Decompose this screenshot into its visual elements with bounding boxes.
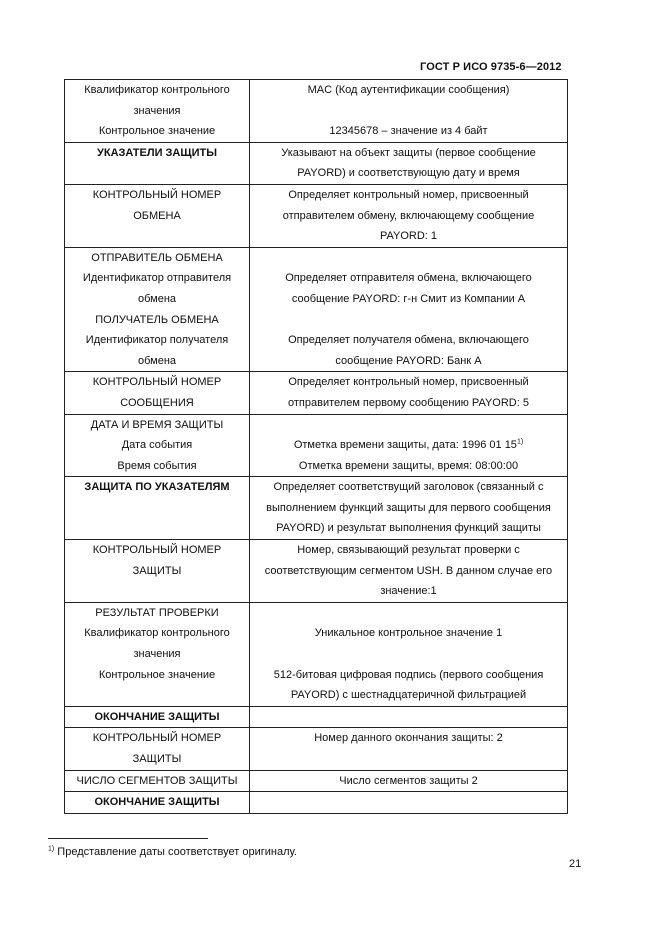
element-name-line: ОКОНЧАНИЕ ЗАЩИТЫ <box>94 710 220 723</box>
security-structure-table <box>64 79 568 814</box>
description-line: Определяет контрольный номер, присвоенный <box>288 376 529 389</box>
element-name-line: ЗАЩИТЫ <box>132 753 182 765</box>
element-name-line: ЗАЩИТЫ <box>132 564 182 577</box>
description-line: отправителем первому сообщению PAYORD: 5 <box>288 396 529 409</box>
description-line: PAYORD: 1 <box>379 230 438 243</box>
element-name-line: Квалификатор контрольного <box>84 84 230 96</box>
element-name-cell <box>65 706 250 728</box>
description-line: сообщение PAYORD: Банк А <box>335 354 482 367</box>
description-line: значение:1 <box>380 585 437 598</box>
element-name-line: Контрольное значение <box>98 125 216 138</box>
description-line: Номер, связывающий результат проверки с <box>297 544 520 557</box>
element-name-cell <box>65 142 250 184</box>
description-cell <box>250 477 568 540</box>
description-cell <box>250 792 568 814</box>
element-name-line: КОНТРОЛЬНЫЙ НОМЕР <box>92 732 222 745</box>
description-cell <box>250 770 568 792</box>
description-cell <box>250 602 568 706</box>
element-name-line: КОНТРОЛЬНЫЙ НОМЕР <box>92 544 222 557</box>
description-cell <box>250 247 568 372</box>
element-name-line: ОКОНЧАНИЕ ЗАЩИТЫ <box>94 796 220 809</box>
element-name-cell <box>65 372 250 414</box>
description-line: PAYORD) и соответствующую дату и время <box>297 167 520 180</box>
description-line: PAYORD) с шестнадцатеричной фильтрацией <box>290 689 527 702</box>
element-name-line: ОБМЕНА <box>133 209 181 222</box>
element-name-line: Идентификатор получателя <box>85 334 229 347</box>
element-name-line: обмена <box>137 354 177 367</box>
footnote-divider <box>48 838 208 839</box>
description-cell <box>250 728 568 770</box>
element-name-line: ПОЛУЧАТЕЛЬ ОБМЕНА <box>95 313 219 326</box>
element-name-line: значения <box>133 104 181 117</box>
element-name-line: Квалификатор контрольного <box>84 627 230 640</box>
element-name-cell <box>65 602 250 706</box>
element-name-line: ОТПРАВИТЕЛЬ ОБМЕНА <box>91 251 223 264</box>
description-cell <box>250 372 568 414</box>
description-line: 12345678 – значение из 4 байт <box>329 125 488 138</box>
table-row <box>65 142 568 184</box>
table-row <box>65 80 568 143</box>
element-name-cell <box>65 728 250 770</box>
description-cell <box>250 540 568 603</box>
description-line: PAYORD) и результат выполнения функций защиты <box>276 522 541 535</box>
element-name-line: УКАЗАТЕЛИ ЗАЩИТЫ <box>97 146 217 159</box>
element-name-line: КОНТРОЛЬНЫЙ НОМЕР <box>92 188 222 201</box>
footnote-mark: 1) <box>48 845 55 853</box>
table-row <box>65 540 568 603</box>
description-line: Отметка времени защиты, время: 08:00:00 <box>298 459 519 472</box>
description-line: Определяет соответствущий заголовок (связанный с <box>273 481 544 494</box>
table-row <box>65 706 568 728</box>
element-name-cell <box>65 477 250 540</box>
table-row <box>65 184 568 247</box>
description-line: MAC (Код аутентификации сообщения) <box>307 84 510 96</box>
element-name-line: Контрольное значение <box>98 668 216 681</box>
footnote-text: Представление даты соответствует оригиналу. <box>57 846 297 858</box>
element-name-cell <box>65 414 250 477</box>
description-line <box>250 644 567 665</box>
description-line <box>250 310 567 331</box>
description-line: Определяет получателя обмена, включающего <box>288 334 529 347</box>
element-name-line: Время события <box>117 459 197 472</box>
description-line: Отметка времени защиты, дата: 1996 01 15$^{1)}$ <box>293 438 524 452</box>
element-name-cell <box>65 80 250 143</box>
description-line <box>250 248 567 269</box>
element-name-line: ЧИСЛО СЕГМЕНТОВ ЗАЩИТЫ <box>76 774 238 787</box>
description-line: выполнением функций защиты для первого сообщения <box>266 501 551 514</box>
page-number: 21 <box>569 858 582 870</box>
table-row <box>65 477 568 540</box>
description-line: Номер данного окончания защиты: 2 <box>314 732 503 745</box>
element-name-cell <box>65 247 250 372</box>
description-line: сообщение PAYORD: г-н Смит из Компании А <box>291 292 526 305</box>
description-cell <box>250 184 568 247</box>
element-name-line: РЕЗУЛЬТАТ ПРОВЕРКИ <box>95 606 219 619</box>
document-header: ГОСТ Р ИСО 9735-6—2012 <box>420 61 562 73</box>
description-line: Уникальное контрольное значение 1 <box>314 627 503 640</box>
table-row <box>65 602 568 706</box>
table-row <box>65 372 568 414</box>
element-name-line: обмена <box>137 292 177 305</box>
element-name-line: значения <box>133 648 181 661</box>
footnote-reference: 1) <box>516 438 524 446</box>
element-name-line: СООБЩЕНИЯ <box>120 396 194 409</box>
element-name-cell <box>65 540 250 603</box>
description-line: Определяет отправителя обмена, включающего <box>285 272 532 285</box>
description-cell <box>250 80 568 143</box>
element-name-line: Идентификатор отправителя <box>82 272 232 285</box>
description-line: Число сегментов защиты 2 <box>339 774 478 787</box>
table-row <box>65 247 568 372</box>
description-line <box>250 603 567 624</box>
table-row <box>65 792 568 814</box>
element-name-cell <box>65 792 250 814</box>
description-line: отправителем обмену, включающему сообщение <box>282 209 535 222</box>
description-cell <box>250 706 568 728</box>
description-line: 512-битовая цифровая подпись (первого сообщения <box>273 668 544 681</box>
element-name-line: Дата события <box>121 439 193 452</box>
element-name-line: ДАТА И ВРЕМЯ ЗАЩИТЫ <box>90 418 224 431</box>
description-line <box>250 792 567 813</box>
element-name-cell <box>65 184 250 247</box>
description-line <box>250 415 567 436</box>
table-row <box>65 728 568 770</box>
element-name-cell <box>65 770 250 792</box>
description-cell <box>250 142 568 184</box>
element-name-line: ЗАЩИТА ПО УКАЗАТЕЛЯМ <box>84 481 230 494</box>
description-line: Указывают на объект защиты (первое сообщение <box>281 146 536 159</box>
description-cell <box>250 414 568 477</box>
description-line: Определяет контрольный номер, присвоенный <box>288 188 529 201</box>
element-name-line: КОНТРОЛЬНЫЙ НОМЕР <box>92 376 222 389</box>
table-row <box>65 414 568 477</box>
footnote <box>48 846 297 858</box>
description-line <box>250 707 567 728</box>
description-line <box>250 101 567 122</box>
description-line: соответствующим сегментом USH. В данном случае его <box>264 564 553 577</box>
table-row <box>65 770 568 792</box>
